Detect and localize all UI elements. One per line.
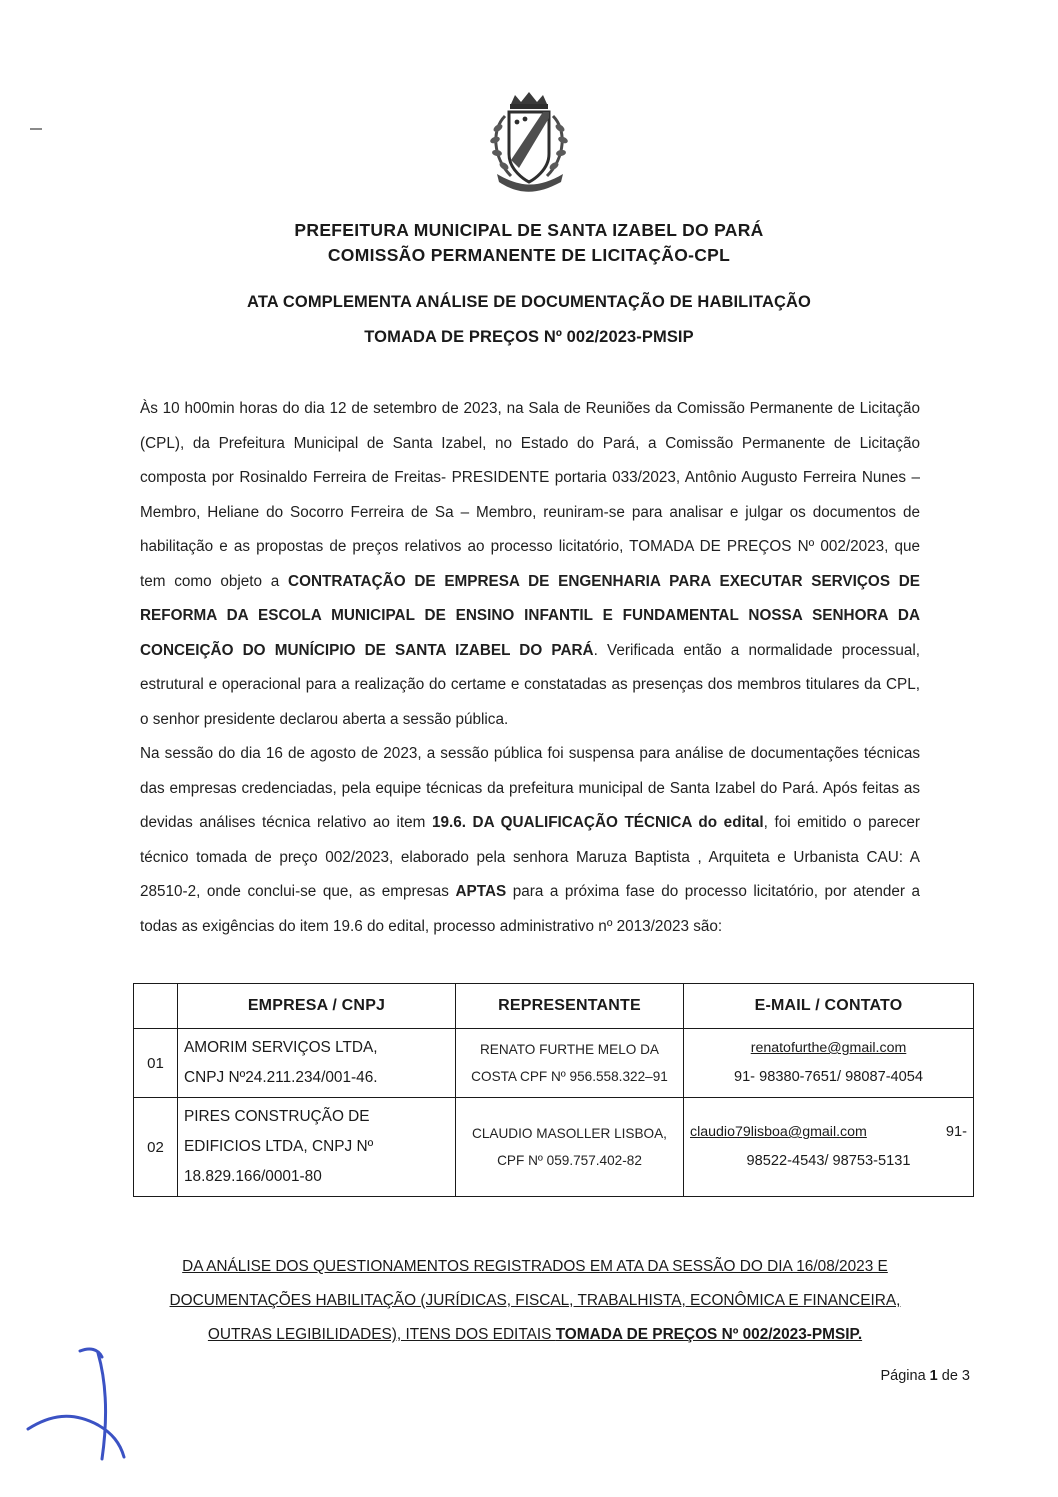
page-label-suffix: de 3: [937, 1368, 970, 1384]
table-header-empresa: EMPRESA / CNPJ: [178, 984, 456, 1029]
closing-statement: [140, 1250, 930, 1352]
closing-line-1-text: DA ANÁLISE DOS QUESTIONAMENTOS REGISTRADOS EM ATA DA SESSÃO DO DIA 16/08/2023 E: [182, 1258, 888, 1275]
document-body: [140, 392, 920, 944]
empresa-line1: PIRES CONSTRUÇÃO DE: [184, 1108, 370, 1125]
closing-line-2-text: DOCUMENTAÇÕES HABILITAÇÃO (JURÍDICAS, FISCAL, TRABALHISTA, ECONÔMICA E FINANCEIRA,: [169, 1292, 901, 1309]
paragraph-2-bold-item: 19.6. DA QUALIFICAÇÃO TÉCNICA do edital: [431, 814, 764, 831]
row-email-contato: [684, 1029, 974, 1098]
representante-line2: COSTA CPF Nº 956.558.322–91: [471, 1069, 668, 1084]
document-subtitle: TOMADA DE PREÇOS Nº 002/2023-PMSIP: [364, 328, 694, 346]
row-email-contato: [684, 1098, 974, 1197]
document-title-block: [0, 290, 1058, 349]
row-empresa: [178, 1029, 456, 1098]
table-row: [134, 1029, 974, 1098]
paragraph-2-part-a: Na sessão do dia 16 de agosto de 2023, a sessão pública foi suspensa para análise de documentações técnicas das empresas credenciadas, pela equipe técnicas da prefeitura municipal de Santa Izabel do Pará. Após feitas as devidas análises técnica relativo ao item: [140, 745, 920, 831]
page-label-prefix: Página: [880, 1368, 930, 1384]
closing-line-3-text: OUTRAS LEGIBILIDADES), ITENS DOS EDITAIS: [207, 1326, 556, 1343]
org-name-line2: COMISSÃO PERMANENTE DE LICITAÇÃO-CPL: [327, 245, 731, 265]
companies-table-container: [133, 983, 973, 1197]
table-header-representante: REPRESENTANTE: [456, 984, 684, 1029]
paragraph-1: [140, 392, 920, 737]
row-index: 02: [134, 1098, 178, 1197]
closing-line-3: [140, 1318, 930, 1352]
crest-container: [0, 88, 1058, 196]
representante-line2: CPF Nº 059.757.402-82: [497, 1153, 642, 1168]
contact-phones: 91- 98380-7651/ 98087-4054: [733, 1069, 924, 1085]
email-line: [690, 1118, 967, 1147]
page-number: 1: [929, 1368, 938, 1384]
representante-line1: CLAUDIO MASOLLER LISBOA,: [472, 1126, 667, 1141]
paragraph-2-part-b: , foi emitido o parecer técnico tomada de preço 002/2023, elaborado pela senhora Maruza Baptista , Arquiteta e Urbanista CAU: A 28510-2, onde conclui-se que, as empresas: [140, 814, 920, 900]
contact-phones: 98522-4543/ 98753-5131: [746, 1153, 911, 1169]
empresa-line2: CNPJ Nº24.211.234/001-46.: [184, 1069, 378, 1086]
email-address[interactable]: claudio79lisboa@gmail.com: [690, 1124, 867, 1140]
document-title: ATA COMPLEMENTA ANÁLISE DE DOCUMENTAÇÃO DE HABILITAÇÃO: [247, 293, 811, 311]
paragraph-1-object-bold: CONTRATAÇÃO DE EMPRESA DE ENGENHARIA PARA EXECUTAR SERVIÇOS DE REFORMA DA ESCOLA MUNICIPAL DE ENSINO INFANTIL E FUNDAMENTAL NOSSA SENHORA DA CONCEIÇÃO DO MUNÍCIPIO DE SANTA IZABEL DO PARÁ: [140, 572, 921, 659]
row-empresa: [178, 1098, 456, 1197]
paragraph-1-part-a: Às 10 h00min horas do dia 12 de setembro de 2023, na Sala de Reuniões da Comissão Permanente de Licitação (CPL), da Prefeitura Municipal de Santa Izabel, no Estado do Pará, a Comissão Permanente de Licitação composta por Rosinaldo Ferreira de Freitas- PRESIDENTE portaria 033/2023, Antônio Augusto Ferreira Nunes – Membro, Heliane do Socorro Ferreira de Sa – Membro, reuniram-se para analisar e julgar os documentos de habilitação e as propostas de preços relativos ao processo licitatório, TOMADA DE PREÇOS Nº 002/2023, que tem como objeto a: [140, 400, 920, 590]
organization-header: [0, 218, 1058, 268]
empresa-line1: AMORIM SERVIÇOS LTDA,: [184, 1039, 378, 1056]
paragraph-2-bold-aptas: APTAS: [455, 883, 507, 900]
contact-prefix: 91-: [945, 1124, 967, 1140]
row-representante: [456, 1098, 684, 1197]
paragraph-2: [140, 737, 920, 944]
signature-mark: [20, 1337, 210, 1487]
row-representante: [456, 1029, 684, 1098]
coat-of-arms-icon: [481, 88, 577, 196]
closing-line-3-bold: TOMADA DE PREÇOS Nº 002/2023-PMSIP.: [555, 1326, 863, 1343]
closing-line-2: [140, 1284, 930, 1318]
org-name-line1: PREFEITURA MUNICIPAL DE SANTA IZABEL DO PARÁ: [294, 220, 764, 240]
closing-line-1: [140, 1250, 930, 1284]
representante-line1: RENATO FURTHE MELO DA: [479, 1042, 659, 1057]
paragraph-2-part-c: para a próxima fase do processo licitatório, por atender a todas as exigências do item 19.6 do edital, processo administrativo nº 2013/2023 são:: [140, 883, 921, 935]
table-row: [134, 1098, 974, 1197]
table-header-email: E-MAIL / CONTATO: [684, 984, 974, 1029]
paragraph-1-part-b: . Verificada então a normalidade processual, estrutural e operacional para a realização do certame e constatadas as presenças dos membros titulares da CPL, o senhor presidente declarou aberta a sessão pública.: [140, 641, 921, 728]
table-header-index: [134, 984, 178, 1029]
table-header-row: [134, 984, 974, 1029]
empresa-line3: 18.829.166/0001-80: [184, 1168, 322, 1185]
empresa-line2: EDIFICIOS LTDA, CNPJ Nº: [184, 1138, 374, 1155]
page-footer: [880, 1368, 970, 1384]
row-index: 01: [134, 1029, 178, 1098]
companies-table: [133, 983, 974, 1197]
email-address[interactable]: renatofurthe@gmail.com: [750, 1040, 907, 1056]
